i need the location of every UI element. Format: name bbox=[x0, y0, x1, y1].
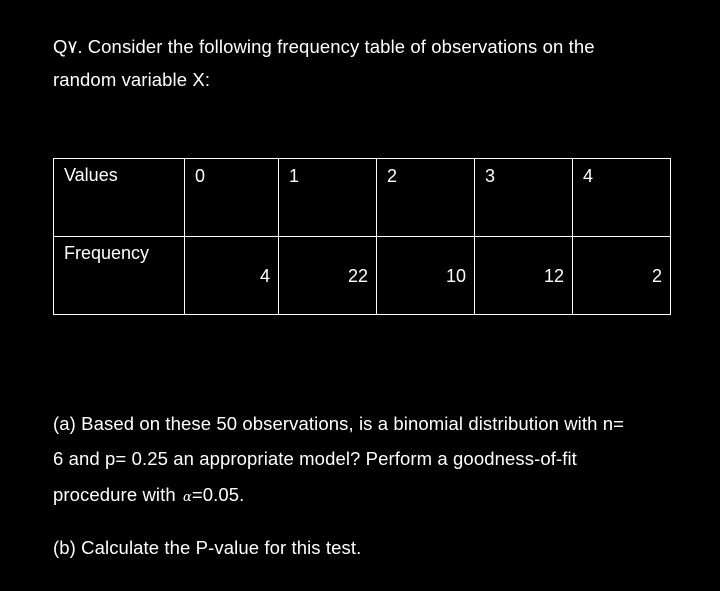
part-a-line-3-prefix: procedure with bbox=[53, 484, 181, 505]
value-4: 4 bbox=[583, 166, 594, 186]
part-a-line-3-suffix: =0.05. bbox=[191, 484, 245, 505]
value-cell bbox=[573, 159, 671, 237]
value-3: 3 bbox=[485, 166, 496, 186]
value-cell bbox=[185, 159, 279, 237]
frequency-cell bbox=[475, 237, 573, 315]
value-cell bbox=[377, 159, 475, 237]
values-label-cell bbox=[54, 159, 185, 237]
alpha-symbol: α bbox=[182, 490, 192, 505]
part-a-line-3 bbox=[53, 484, 244, 506]
frequency-cell bbox=[377, 237, 475, 315]
frequency-cell bbox=[279, 237, 377, 315]
frequency-label: Frequency bbox=[64, 243, 150, 263]
table-row-values bbox=[54, 159, 671, 237]
part-b-line: (b) Calculate the P-value for this test. bbox=[53, 537, 362, 558]
frequency-2: 10 bbox=[445, 266, 466, 286]
frequency-0: 4 bbox=[259, 266, 270, 286]
value-cell bbox=[279, 159, 377, 237]
frequency-table bbox=[53, 158, 671, 315]
value-2: 2 bbox=[387, 166, 398, 186]
value-0: 0 bbox=[195, 166, 206, 186]
frequency-label-cell bbox=[54, 237, 185, 315]
part-a-line-2: 6 and p= 0.25 an appropriate model? Perform a goodness-of-fit bbox=[53, 448, 577, 469]
question-intro-line-1: Q۷. Consider the following frequency table of observations on the bbox=[53, 36, 595, 57]
frequency-4: 2 bbox=[651, 266, 662, 286]
part-a-line-1: (a) Based on these 50 observations, is a binomial distribution with n= bbox=[53, 413, 625, 434]
table-row-frequency bbox=[54, 237, 671, 315]
values-label: Values bbox=[64, 165, 118, 185]
frequency-1: 22 bbox=[347, 266, 368, 286]
frequency-cell bbox=[573, 237, 671, 315]
frequency-cell bbox=[185, 237, 279, 315]
question-intro-line-2: random variable X: bbox=[53, 69, 211, 90]
frequency-3: 12 bbox=[543, 266, 564, 286]
value-1: 1 bbox=[289, 166, 300, 186]
value-cell bbox=[475, 159, 573, 237]
